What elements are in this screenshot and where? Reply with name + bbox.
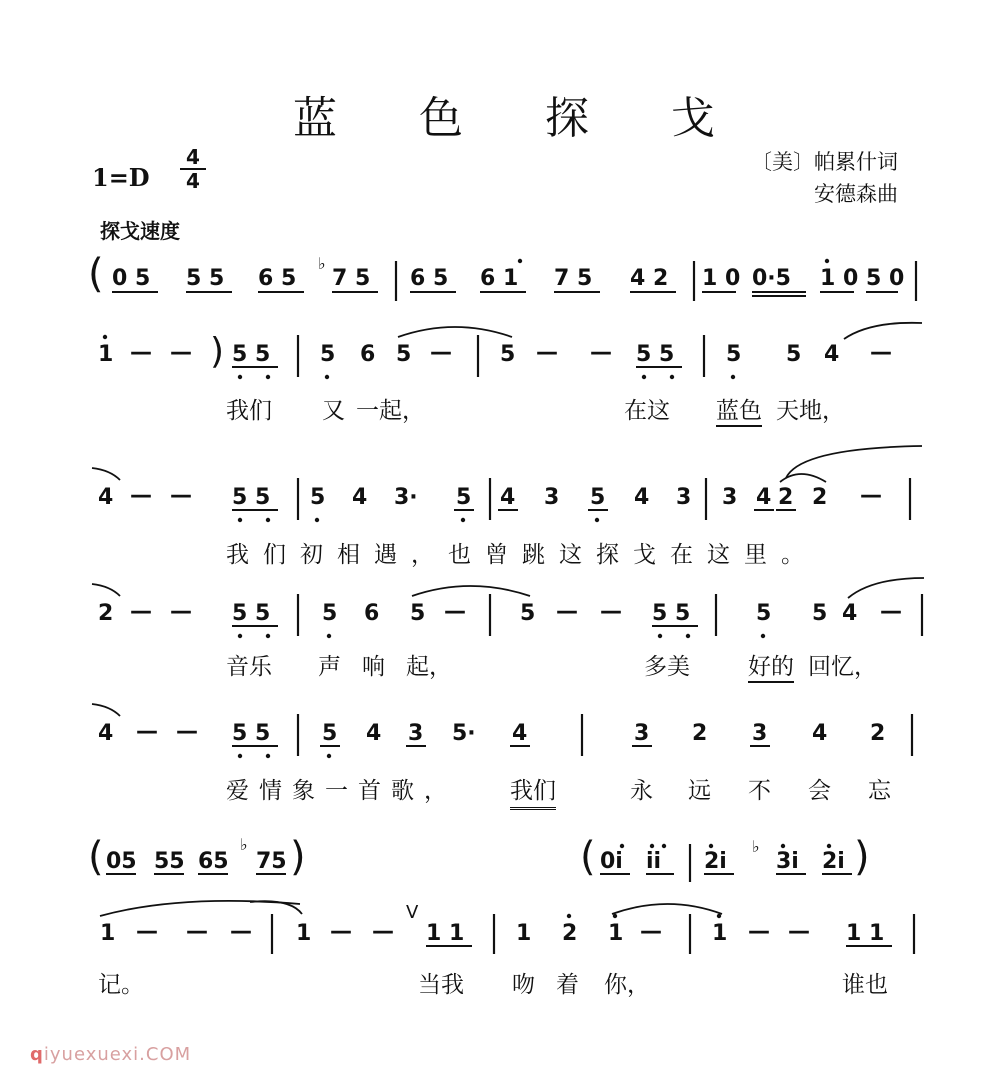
svg-text:4: 4 xyxy=(512,721,528,746)
svg-text:—: — xyxy=(430,340,452,365)
lyric-syllable: 回忆， xyxy=(808,654,877,680)
lyric-line-4 xyxy=(0,648,1008,678)
score-line-4 xyxy=(0,584,1008,644)
svg-text:2i: 2i xyxy=(822,849,845,874)
svg-text:4: 4 xyxy=(756,485,772,510)
svg-text:—: — xyxy=(372,919,394,944)
tempo-marking: 探戈速度 xyxy=(100,219,180,243)
lyric-syllable: 声 xyxy=(318,654,341,680)
lyric-syllable: 多美 xyxy=(644,654,690,680)
note: 6 5 xyxy=(258,266,297,291)
svg-text:5 5: 5 5 xyxy=(232,601,271,626)
svg-text:5: 5 xyxy=(320,342,336,367)
score-line-2-svg xyxy=(0,325,1008,385)
lyric-line-2 xyxy=(0,392,1008,422)
svg-text:5: 5 xyxy=(756,601,772,626)
lyricist-credit: 〔美〕帕累什词 xyxy=(751,150,898,174)
score-line-6 xyxy=(0,830,1008,890)
svg-text:): ) xyxy=(854,834,870,880)
svg-text:—: — xyxy=(640,919,662,944)
svg-text:5 5: 5 5 xyxy=(232,485,271,510)
svg-text:(: ( xyxy=(88,834,104,880)
time-signature-top: 4 xyxy=(180,146,206,170)
credits xyxy=(751,146,898,210)
lyric-syllable: 天地， xyxy=(776,398,845,424)
lyric-syllable: 我们 xyxy=(510,772,556,810)
svg-text:1: 1 xyxy=(100,921,116,946)
svg-text:♭: ♭ xyxy=(240,835,248,854)
lyric-syllable: 记。 xyxy=(98,972,144,998)
svg-text:—: — xyxy=(136,919,158,944)
svg-text:2: 2 xyxy=(778,485,794,510)
svg-text:4: 4 xyxy=(352,485,368,510)
svg-text:2: 2 xyxy=(870,721,886,746)
svg-text:5: 5 xyxy=(812,601,828,626)
score-line-7-svg xyxy=(0,900,1008,960)
svg-text:—: — xyxy=(170,340,192,365)
svg-text:4: 4 xyxy=(98,721,114,746)
svg-text:0i: 0i xyxy=(600,849,623,874)
svg-text:5: 5 xyxy=(322,721,338,746)
svg-text:1 1: 1 1 xyxy=(426,921,465,946)
svg-text:3: 3 xyxy=(634,721,650,746)
svg-text:2: 2 xyxy=(692,721,708,746)
svg-text:3: 3 xyxy=(408,721,424,746)
svg-text:3: 3 xyxy=(722,485,738,510)
note: 7 5 xyxy=(554,266,593,291)
svg-text:2: 2 xyxy=(98,601,114,626)
svg-text:ii: ii xyxy=(646,849,662,874)
svg-text:♭: ♭ xyxy=(752,837,760,856)
lyric-syllable: 一起， xyxy=(356,398,425,424)
score-line-7 xyxy=(0,900,1008,960)
note: 0·5 xyxy=(752,266,791,291)
note: 5 5 xyxy=(186,266,225,291)
lyric-syllable: 你， xyxy=(604,972,650,998)
note: 5 0 xyxy=(866,266,905,291)
svg-text:5: 5 xyxy=(590,485,606,510)
svg-text:75: 75 xyxy=(256,849,287,874)
lyric-syllable: 起， xyxy=(406,654,452,680)
lyric-syllable: 着 xyxy=(556,972,579,998)
lyric-syllable: 当我 xyxy=(418,972,464,998)
lyric-syllable: 好的 xyxy=(748,648,794,683)
svg-text:5: 5 xyxy=(322,601,338,626)
note: 1 0 xyxy=(702,266,741,291)
song-title: 蓝 色 探 戈 xyxy=(293,93,749,144)
svg-text:—: — xyxy=(130,483,152,508)
lyric-syllable: 响 xyxy=(362,654,385,680)
svg-text:3: 3 xyxy=(544,485,560,510)
score-line-3 xyxy=(0,468,1008,528)
svg-text:2i: 2i xyxy=(704,849,727,874)
lyric-syllable: 又 xyxy=(322,398,345,424)
svg-text:—: — xyxy=(536,340,558,365)
note: 6 5 xyxy=(410,266,449,291)
svg-text:5 5: 5 5 xyxy=(232,342,271,367)
score-line-4-svg xyxy=(0,584,1008,644)
svg-text:5: 5 xyxy=(726,342,742,367)
svg-text:5: 5 xyxy=(786,342,802,367)
svg-text:5: 5 xyxy=(500,342,516,367)
svg-text:6: 6 xyxy=(360,342,376,367)
score-line-3-svg xyxy=(0,468,1008,528)
lyric-syllable: 吻 xyxy=(512,972,535,998)
svg-text:4: 4 xyxy=(500,485,516,510)
svg-text:5: 5 xyxy=(396,342,412,367)
svg-text:2: 2 xyxy=(562,921,578,946)
svg-text:5 5: 5 5 xyxy=(636,342,675,367)
score-line-5-svg xyxy=(0,702,1008,762)
open-paren: ( xyxy=(88,251,104,297)
svg-text:—: — xyxy=(170,483,192,508)
note: 1 0 xyxy=(820,266,859,291)
svg-text:1: 1 xyxy=(98,342,114,367)
svg-text:V: V xyxy=(406,902,419,923)
svg-text:4: 4 xyxy=(366,721,382,746)
svg-text:65: 65 xyxy=(198,849,229,874)
svg-text:—: — xyxy=(130,599,152,624)
svg-text:): ) xyxy=(210,331,225,372)
note: 0 5 xyxy=(112,266,151,291)
svg-text:(: ( xyxy=(580,834,596,880)
lyric-syllable: 不 xyxy=(748,778,771,804)
svg-text:—: — xyxy=(176,719,198,744)
svg-text:—: — xyxy=(330,919,352,944)
svg-text:—: — xyxy=(136,719,158,744)
svg-text:—: — xyxy=(748,919,770,944)
note: 7 5 xyxy=(332,266,371,291)
score-line-6-svg xyxy=(0,830,1008,890)
time-signature-bottom: 4 xyxy=(186,169,200,193)
lyric-syllable: 音乐 xyxy=(226,654,272,680)
lyric-line-7 xyxy=(0,966,1008,996)
svg-text:—: — xyxy=(556,599,578,624)
svg-text:—: — xyxy=(230,919,252,944)
svg-text:5: 5 xyxy=(310,485,326,510)
svg-text:4: 4 xyxy=(98,485,114,510)
lyric-syllable: 远 xyxy=(688,778,711,804)
key-signature: 1=D xyxy=(92,163,150,192)
svg-text:55: 55 xyxy=(154,849,185,874)
svg-text:—: — xyxy=(444,599,466,624)
svg-text:3: 3 xyxy=(752,721,768,746)
svg-text:2: 2 xyxy=(812,485,828,510)
svg-text:4: 4 xyxy=(634,485,650,510)
score-line-1-svg xyxy=(0,251,1008,315)
time-signature xyxy=(180,146,206,192)
svg-text:—: — xyxy=(600,599,622,624)
svg-text:5 5: 5 5 xyxy=(652,601,691,626)
svg-text:—: — xyxy=(788,919,810,944)
site-watermark: qiyuexuexi.COM xyxy=(30,1044,192,1065)
svg-text:—: — xyxy=(130,340,152,365)
svg-text:—: — xyxy=(590,340,612,365)
svg-text:3·: 3· xyxy=(394,485,418,510)
lyric-syllable: 忘 xyxy=(868,778,891,804)
svg-text:): ) xyxy=(290,834,306,880)
svg-text:1: 1 xyxy=(712,921,728,946)
lyric-syllable: 谁也 xyxy=(842,972,888,998)
lyric-syllable: 在这 xyxy=(624,398,670,424)
svg-text:1 1: 1 1 xyxy=(846,921,885,946)
svg-text:5 5: 5 5 xyxy=(232,721,271,746)
svg-text:—: — xyxy=(870,340,892,365)
lyric-syllable: 会 xyxy=(808,778,831,804)
svg-text:—: — xyxy=(860,483,882,508)
svg-text:—: — xyxy=(880,599,902,624)
svg-text:3i: 3i xyxy=(776,849,799,874)
svg-text:3: 3 xyxy=(676,485,692,510)
lyric-syllable: 爱情象一首歌， xyxy=(226,778,457,804)
lyric-syllable: 我们 xyxy=(226,398,272,424)
svg-text:—: — xyxy=(186,919,208,944)
svg-text:4: 4 xyxy=(842,601,858,626)
svg-text:5: 5 xyxy=(520,601,536,626)
svg-text:05: 05 xyxy=(106,849,137,874)
svg-text:5: 5 xyxy=(410,601,426,626)
svg-text:—: — xyxy=(170,599,192,624)
svg-text:1: 1 xyxy=(516,921,532,946)
lyric-line-5 xyxy=(0,772,1008,802)
score-line-5 xyxy=(0,702,1008,762)
score-line-1 xyxy=(0,251,1008,315)
lyric-line-3 xyxy=(0,536,1008,566)
svg-text:4: 4 xyxy=(812,721,828,746)
svg-text:5·: 5· xyxy=(452,721,476,746)
svg-text:5: 5 xyxy=(456,485,472,510)
lyric-syllable: 永 xyxy=(630,778,653,804)
svg-text:4: 4 xyxy=(824,342,840,367)
svg-text:1: 1 xyxy=(296,921,312,946)
note: 6 1 xyxy=(480,266,519,291)
svg-text:1: 1 xyxy=(608,921,624,946)
note: 4 2 xyxy=(630,266,669,291)
lyric-syllable: 蓝色 xyxy=(716,392,762,427)
score-line-2 xyxy=(0,325,1008,385)
flat-sign: ♭ xyxy=(318,254,326,273)
composer-credit: 安德森曲 xyxy=(814,182,898,206)
lyric-syllable: 我们初相遇，也曾跳这探戈在这里。 xyxy=(226,542,818,568)
svg-text:6: 6 xyxy=(364,601,380,626)
